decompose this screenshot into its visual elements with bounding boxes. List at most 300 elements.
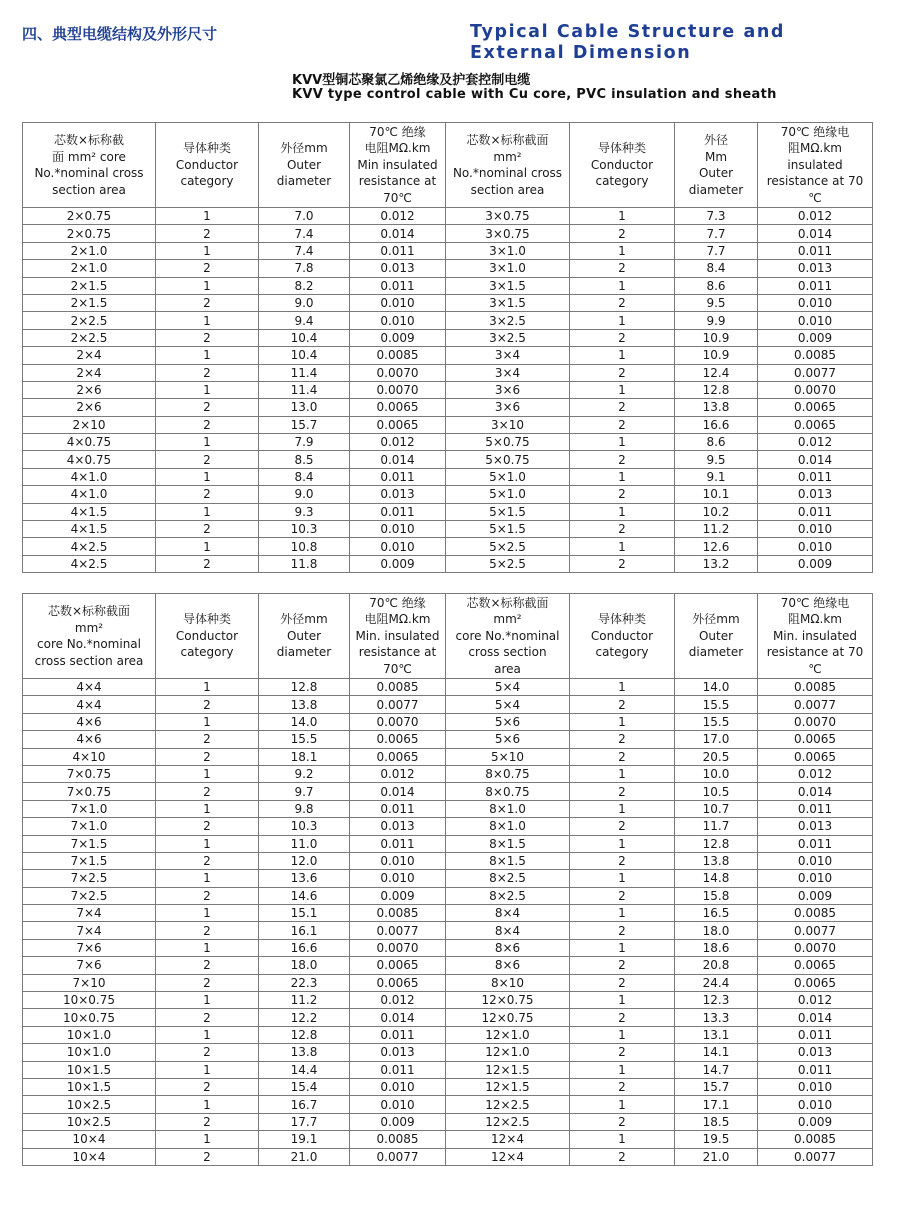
column-header-line: section area xyxy=(470,182,545,197)
table-row xyxy=(23,957,873,974)
table-cell: 8×1.0 xyxy=(446,818,570,835)
table-cell: 13.8 xyxy=(259,696,350,713)
table-cell: 8.6 xyxy=(675,277,758,294)
table-header-row xyxy=(23,123,873,208)
column-header-line: Outer xyxy=(286,157,322,172)
table-cell: 4×1.5 xyxy=(23,503,156,520)
cable-type-title-cn: KVV型铜芯聚氯乙烯绝缘及护套控制电缆 xyxy=(292,73,531,88)
table-row xyxy=(23,852,873,869)
table-cell: 0.011 xyxy=(758,277,873,294)
table-cell: 2 xyxy=(156,1044,259,1061)
table-cell: 1 xyxy=(156,1026,259,1043)
table-cell: 0.010 xyxy=(350,852,446,869)
table-cell: 2 xyxy=(570,451,675,468)
column-header-line: 导体种类 xyxy=(182,141,231,156)
table-cell: 2×10 xyxy=(23,416,156,433)
table-cell: 1 xyxy=(570,765,675,782)
table-cell: 1 xyxy=(570,1061,675,1078)
table-cell: 12×2.5 xyxy=(446,1096,570,1113)
table-cell: 12.8 xyxy=(675,835,758,852)
table-cell: 4×0.75 xyxy=(23,451,156,468)
table-cell: 0.011 xyxy=(758,1061,873,1078)
column-header-line: 电阻MΩ.km xyxy=(364,141,431,156)
table-cell: 8.4 xyxy=(675,260,758,277)
table-cell: 0.012 xyxy=(758,765,873,782)
table-row xyxy=(23,1096,873,1113)
column-header-line: Min. insulated xyxy=(355,628,440,643)
table-cell: 2 xyxy=(570,1009,675,1026)
column-header xyxy=(570,594,675,679)
table-cell: 2 xyxy=(156,260,259,277)
table-cell: 2 xyxy=(570,748,675,765)
table-cell: 4×4 xyxy=(23,679,156,696)
column-header xyxy=(675,594,758,679)
column-header-line: 芯数×标称截面 xyxy=(466,595,549,610)
table-cell: 19.5 xyxy=(675,1131,758,1148)
column-header-line: 面 mm² core xyxy=(52,149,126,164)
table-cell: 0.012 xyxy=(758,434,873,451)
table-cell: 11.2 xyxy=(675,521,758,538)
table-cell: 15.5 xyxy=(259,731,350,748)
table-cell: 1 xyxy=(570,381,675,398)
table-cell: 13.8 xyxy=(259,1044,350,1061)
table-cell: 1 xyxy=(570,242,675,259)
table-cell: 3×2.5 xyxy=(446,312,570,329)
table-cell: 0.011 xyxy=(350,468,446,485)
table-cell: 2 xyxy=(156,731,259,748)
table-cell: 10×0.75 xyxy=(23,1009,156,1026)
table-cell: 12×4 xyxy=(446,1148,570,1165)
table-cell: 8.5 xyxy=(259,451,350,468)
table-cell: 17.7 xyxy=(259,1113,350,1130)
column-header-line: 芯数×标称截面 xyxy=(466,133,549,147)
table-cell: 0.011 xyxy=(350,1061,446,1078)
table-cell: 1 xyxy=(156,381,259,398)
column-header xyxy=(259,123,350,208)
column-header-line: ℃ xyxy=(808,190,822,205)
table-cell: 8×10 xyxy=(446,974,570,991)
column-header xyxy=(350,594,446,679)
table-cell: 0.013 xyxy=(758,486,873,503)
table-cell: 0.0070 xyxy=(350,939,446,956)
table-cell: 15.5 xyxy=(675,696,758,713)
table-cell: 2 xyxy=(156,329,259,346)
table-cell: 2 xyxy=(156,364,259,381)
table-cell: 0.0077 xyxy=(350,1148,446,1165)
table-cell: 1 xyxy=(570,347,675,364)
table-row xyxy=(23,922,873,939)
table-cell: 1 xyxy=(570,713,675,730)
table-cell: 10.4 xyxy=(259,329,350,346)
table-cell: 2 xyxy=(156,887,259,904)
table-cell: 0.0085 xyxy=(758,1131,873,1148)
table-cell: 10×4 xyxy=(23,1131,156,1148)
table-row xyxy=(23,713,873,730)
table-cell: 2 xyxy=(570,294,675,311)
column-header-line: resistance at xyxy=(358,645,437,660)
column-header-line: 外径mm xyxy=(692,612,740,627)
column-header-line: area xyxy=(494,661,521,676)
table-cell: 0.0085 xyxy=(350,905,446,922)
table-cell: 8×4 xyxy=(446,922,570,939)
table-cell: 17.1 xyxy=(675,1096,758,1113)
table-cell: 0.009 xyxy=(350,887,446,904)
table-cell: 7.4 xyxy=(259,242,350,259)
column-header-line: 外径mm xyxy=(280,141,328,156)
table-cell: 0.010 xyxy=(350,538,446,555)
table-cell: 0.010 xyxy=(758,294,873,311)
table-cell: 0.010 xyxy=(758,870,873,887)
table-cell: 14.7 xyxy=(675,1061,758,1078)
table-cell: 14.4 xyxy=(259,1061,350,1078)
table-cell: 7×0.75 xyxy=(23,783,156,800)
table-cell: 1 xyxy=(156,1096,259,1113)
table-row xyxy=(23,399,873,416)
table-cell: 4×1.5 xyxy=(23,521,156,538)
column-header xyxy=(156,123,259,208)
table-cell: 0.012 xyxy=(758,208,873,225)
column-header xyxy=(758,594,873,679)
table-cell: 10×2.5 xyxy=(23,1113,156,1130)
column-header-line: Conductor xyxy=(175,628,239,643)
column-header-line: Mm xyxy=(704,149,728,164)
table-cell: 0.010 xyxy=(350,870,446,887)
column-header-line: diameter xyxy=(688,645,744,660)
table-cell: 1 xyxy=(570,1131,675,1148)
section-title-cn: 四、典型电缆结构及外形尺寸 xyxy=(22,25,218,43)
table-cell: 21.0 xyxy=(259,1148,350,1165)
table-cell: 2 xyxy=(570,521,675,538)
table-cell: 5×6 xyxy=(446,731,570,748)
table-row xyxy=(23,974,873,991)
table-row xyxy=(23,521,873,538)
table-cell: 0.009 xyxy=(758,555,873,572)
table-cell: 10×1.5 xyxy=(23,1078,156,1095)
table-cell: 0.012 xyxy=(350,765,446,782)
table-cell: 7×4 xyxy=(23,905,156,922)
table-cell: 9.0 xyxy=(259,294,350,311)
table-cell: 8.4 xyxy=(259,468,350,485)
table-cell: 3×1.5 xyxy=(446,277,570,294)
column-header-line: 阻MΩ.km xyxy=(788,141,842,156)
table-cell: 10×4 xyxy=(23,1148,156,1165)
table-cell: 10.9 xyxy=(675,329,758,346)
table-cell: 9.0 xyxy=(259,486,350,503)
table-cell: 0.010 xyxy=(758,1078,873,1095)
table-cell: 5×1.5 xyxy=(446,521,570,538)
column-header-line: No.*nominal cross xyxy=(34,166,144,180)
column-header xyxy=(350,123,446,208)
table-cell: 3×0.75 xyxy=(446,225,570,242)
table-cell: 0.009 xyxy=(350,329,446,346)
table-cell: 20.8 xyxy=(675,957,758,974)
table-cell: 2 xyxy=(156,399,259,416)
table-cell: 8×0.75 xyxy=(446,765,570,782)
column-header-line: section area xyxy=(52,182,126,197)
table-cell: 0.014 xyxy=(350,1009,446,1026)
table-row xyxy=(23,312,873,329)
table-cell: 15.7 xyxy=(675,1078,758,1095)
table-cell: 12.8 xyxy=(675,381,758,398)
table-cell: 0.010 xyxy=(350,294,446,311)
column-header-line: cross section xyxy=(468,645,547,660)
table-cell: 11.4 xyxy=(259,364,350,381)
table-cell: 2 xyxy=(570,416,675,433)
table-cell: 8×4 xyxy=(446,905,570,922)
table-cell: 10×0.75 xyxy=(23,992,156,1009)
table-cell: 2 xyxy=(570,1078,675,1095)
table-cell: 2 xyxy=(156,696,259,713)
table-cell: 0.0065 xyxy=(758,399,873,416)
table-row xyxy=(23,294,873,311)
table-cell: 0.0085 xyxy=(758,905,873,922)
table-row xyxy=(23,905,873,922)
table-cell: 11.0 xyxy=(259,835,350,852)
table-cell: 0.010 xyxy=(350,312,446,329)
table-row xyxy=(23,1078,873,1095)
table-cell: 10×1.5 xyxy=(23,1061,156,1078)
table-cell: 2×2.5 xyxy=(23,312,156,329)
table-row xyxy=(23,503,873,520)
table-cell: 2×6 xyxy=(23,381,156,398)
table-cell: 0.010 xyxy=(758,521,873,538)
table-cell: 0.009 xyxy=(758,887,873,904)
table-cell: 0.0065 xyxy=(758,416,873,433)
table-cell: 2 xyxy=(570,260,675,277)
table-cell: 1 xyxy=(570,679,675,696)
table-cell: 0.0077 xyxy=(350,696,446,713)
table-row xyxy=(23,765,873,782)
column-header-line: 70℃ xyxy=(383,661,412,676)
table-cell: 0.014 xyxy=(758,1009,873,1026)
table-cell: 11.4 xyxy=(259,381,350,398)
table-cell: 0.0077 xyxy=(758,1148,873,1165)
table-cell: 2 xyxy=(570,957,675,974)
table-cell: 12.3 xyxy=(675,992,758,1009)
table-cell: 1 xyxy=(570,1096,675,1113)
table-cell: 2 xyxy=(570,1148,675,1165)
column-header-line: insulated xyxy=(787,157,843,172)
table-cell: 1 xyxy=(156,468,259,485)
table-cell: 0.0085 xyxy=(758,347,873,364)
table-cell: 10×1.0 xyxy=(23,1044,156,1061)
table-cell: 1 xyxy=(570,312,675,329)
table-cell: 2 xyxy=(156,1148,259,1165)
table-cell: 5×0.75 xyxy=(446,451,570,468)
table-cell: 8.2 xyxy=(259,277,350,294)
column-header-line: category xyxy=(180,645,234,660)
table-cell: 1 xyxy=(156,1131,259,1148)
table-row xyxy=(23,434,873,451)
table-cell: 18.0 xyxy=(675,922,758,939)
table-cell: 0.0077 xyxy=(758,696,873,713)
table-cell: 10.1 xyxy=(675,486,758,503)
table-cell: 1 xyxy=(156,208,259,225)
table-cell: 0.014 xyxy=(758,225,873,242)
table-cell: 14.8 xyxy=(675,870,758,887)
column-header-line: category xyxy=(595,645,649,660)
table-cell: 1 xyxy=(156,347,259,364)
column-header xyxy=(446,123,570,208)
table-cell: 0.013 xyxy=(758,260,873,277)
column-header xyxy=(23,594,156,679)
table-cell: 13.1 xyxy=(675,1026,758,1043)
table-cell: 10.3 xyxy=(259,818,350,835)
column-header xyxy=(570,123,675,208)
table-cell: 12×4 xyxy=(446,1131,570,1148)
table-cell: 0.0065 xyxy=(350,957,446,974)
column-header-line: 外径 xyxy=(703,133,728,147)
table-row xyxy=(23,416,873,433)
table-cell: 3×4 xyxy=(446,364,570,381)
table-cell: 15.5 xyxy=(675,713,758,730)
table-row xyxy=(23,242,873,259)
column-header-line: Outer xyxy=(698,628,734,643)
table-cell: 10.7 xyxy=(675,800,758,817)
column-header xyxy=(446,594,570,679)
table-cell: 2×4 xyxy=(23,364,156,381)
table-cell: 10.4 xyxy=(259,347,350,364)
table-cell: 8.6 xyxy=(675,434,758,451)
column-header xyxy=(259,594,350,679)
table-cell: 14.6 xyxy=(259,887,350,904)
table-cell: 0.014 xyxy=(758,783,873,800)
table-cell: 0.0077 xyxy=(758,364,873,381)
table-cell: 1 xyxy=(156,800,259,817)
table-cell: 2 xyxy=(570,974,675,991)
column-header-line: 芯数×标称截面 xyxy=(47,604,131,618)
table-row xyxy=(23,1131,873,1148)
table-cell: 2 xyxy=(570,486,675,503)
table-cell: 0.0070 xyxy=(758,939,873,956)
column-header-line: core No.*nominal xyxy=(455,628,560,643)
table-cell: 1 xyxy=(570,870,675,887)
table-cell: 0.012 xyxy=(350,434,446,451)
table-cell: 9.5 xyxy=(675,294,758,311)
table-cell: 0.010 xyxy=(350,1096,446,1113)
column-header xyxy=(758,123,873,208)
table-cell: 0.0077 xyxy=(350,922,446,939)
table-cell: 2×2.5 xyxy=(23,329,156,346)
table-cell: 4×1.0 xyxy=(23,486,156,503)
table-cell: 2 xyxy=(156,922,259,939)
table-cell: 0.0085 xyxy=(350,1131,446,1148)
table-cell: 9.8 xyxy=(259,800,350,817)
table-cell: 0.010 xyxy=(758,1096,873,1113)
column-header-line: ℃ xyxy=(808,661,822,676)
column-header-line: Min insulated xyxy=(357,157,438,172)
table-cell: 1 xyxy=(570,1026,675,1043)
table-row xyxy=(23,1044,873,1061)
column-header-line: Min. insulated xyxy=(772,628,858,643)
column-header-line: resistance at xyxy=(358,174,437,189)
table-cell: 9.5 xyxy=(675,451,758,468)
table-cell: 2 xyxy=(156,818,259,835)
table-cell: 7.7 xyxy=(675,225,758,242)
table-cell: 7.3 xyxy=(675,208,758,225)
table-cell: 2 xyxy=(156,521,259,538)
table-cell: 9.2 xyxy=(259,765,350,782)
table-cell: 0.009 xyxy=(350,1113,446,1130)
column-header-line: 70℃ 绝缘电 xyxy=(780,124,850,139)
column-header-line: category xyxy=(595,174,649,189)
table-cell: 12.8 xyxy=(259,1026,350,1043)
table-row xyxy=(23,870,873,887)
table-row xyxy=(23,381,873,398)
table-cell: 2 xyxy=(156,555,259,572)
table-row xyxy=(23,992,873,1009)
table-cell: 1 xyxy=(156,312,259,329)
table-cell: 5×4 xyxy=(446,696,570,713)
table-cell: 11.8 xyxy=(259,555,350,572)
column-header xyxy=(23,123,156,208)
table-cell: 8×1.0 xyxy=(446,800,570,817)
column-header-line: mm² xyxy=(493,612,522,627)
table-cell: 13.2 xyxy=(675,555,758,572)
table-cell: 0.0065 xyxy=(350,974,446,991)
table-cell: 0.011 xyxy=(350,503,446,520)
table-row xyxy=(23,748,873,765)
table-row xyxy=(23,277,873,294)
column-header-line: 70℃ 绝缘 xyxy=(369,595,426,610)
table-cell: 1 xyxy=(570,208,675,225)
table-cell: 0.013 xyxy=(758,1044,873,1061)
column-header-line: No.*nominal cross xyxy=(452,166,563,180)
table-cell: 2 xyxy=(570,225,675,242)
table-cell: 7×4 xyxy=(23,922,156,939)
table-row xyxy=(23,225,873,242)
table-cell: 3×1.0 xyxy=(446,260,570,277)
table-cell: 0.014 xyxy=(758,451,873,468)
column-header-line: mm² xyxy=(74,620,104,635)
table-cell: 1 xyxy=(570,538,675,555)
table-cell: 1 xyxy=(156,242,259,259)
table-cell: 10.0 xyxy=(675,765,758,782)
column-header-line: 70℃ 绝缘电 xyxy=(780,595,850,610)
table-cell: 8×2.5 xyxy=(446,870,570,887)
table-cell: 14.1 xyxy=(675,1044,758,1061)
table-cell: 3×0.75 xyxy=(446,208,570,225)
column-header xyxy=(156,594,259,679)
table-cell: 0.0070 xyxy=(758,381,873,398)
table-row xyxy=(23,208,873,225)
table-cell: 4×1.0 xyxy=(23,468,156,485)
table-cell: 0.011 xyxy=(758,835,873,852)
table-cell: 16.1 xyxy=(259,922,350,939)
table-cell: 9.3 xyxy=(259,503,350,520)
table-cell: 0.014 xyxy=(350,783,446,800)
table-cell: 0.0065 xyxy=(350,416,446,433)
table-cell: 12×1.5 xyxy=(446,1061,570,1078)
table-cell: 1 xyxy=(570,800,675,817)
table-cell: 13.0 xyxy=(259,399,350,416)
table-cell: 2 xyxy=(156,1113,259,1130)
table-cell: 3×4 xyxy=(446,347,570,364)
table-cell: 0.011 xyxy=(350,800,446,817)
table-cell: 3×1.5 xyxy=(446,294,570,311)
table-cell: 4×2.5 xyxy=(23,555,156,572)
table-cell: 2 xyxy=(570,329,675,346)
table-cell: 2 xyxy=(156,1078,259,1095)
table-cell: 2 xyxy=(570,852,675,869)
table-cell: 0.012 xyxy=(758,992,873,1009)
section-title-en: Typical Cable Structure and External Dimension xyxy=(470,22,786,63)
table-cell: 12.6 xyxy=(675,538,758,555)
table-cell: 5×2.5 xyxy=(446,555,570,572)
table-cell: 1 xyxy=(570,277,675,294)
table-cell: 2 xyxy=(570,783,675,800)
column-header-line: 阻MΩ.km xyxy=(788,612,842,627)
